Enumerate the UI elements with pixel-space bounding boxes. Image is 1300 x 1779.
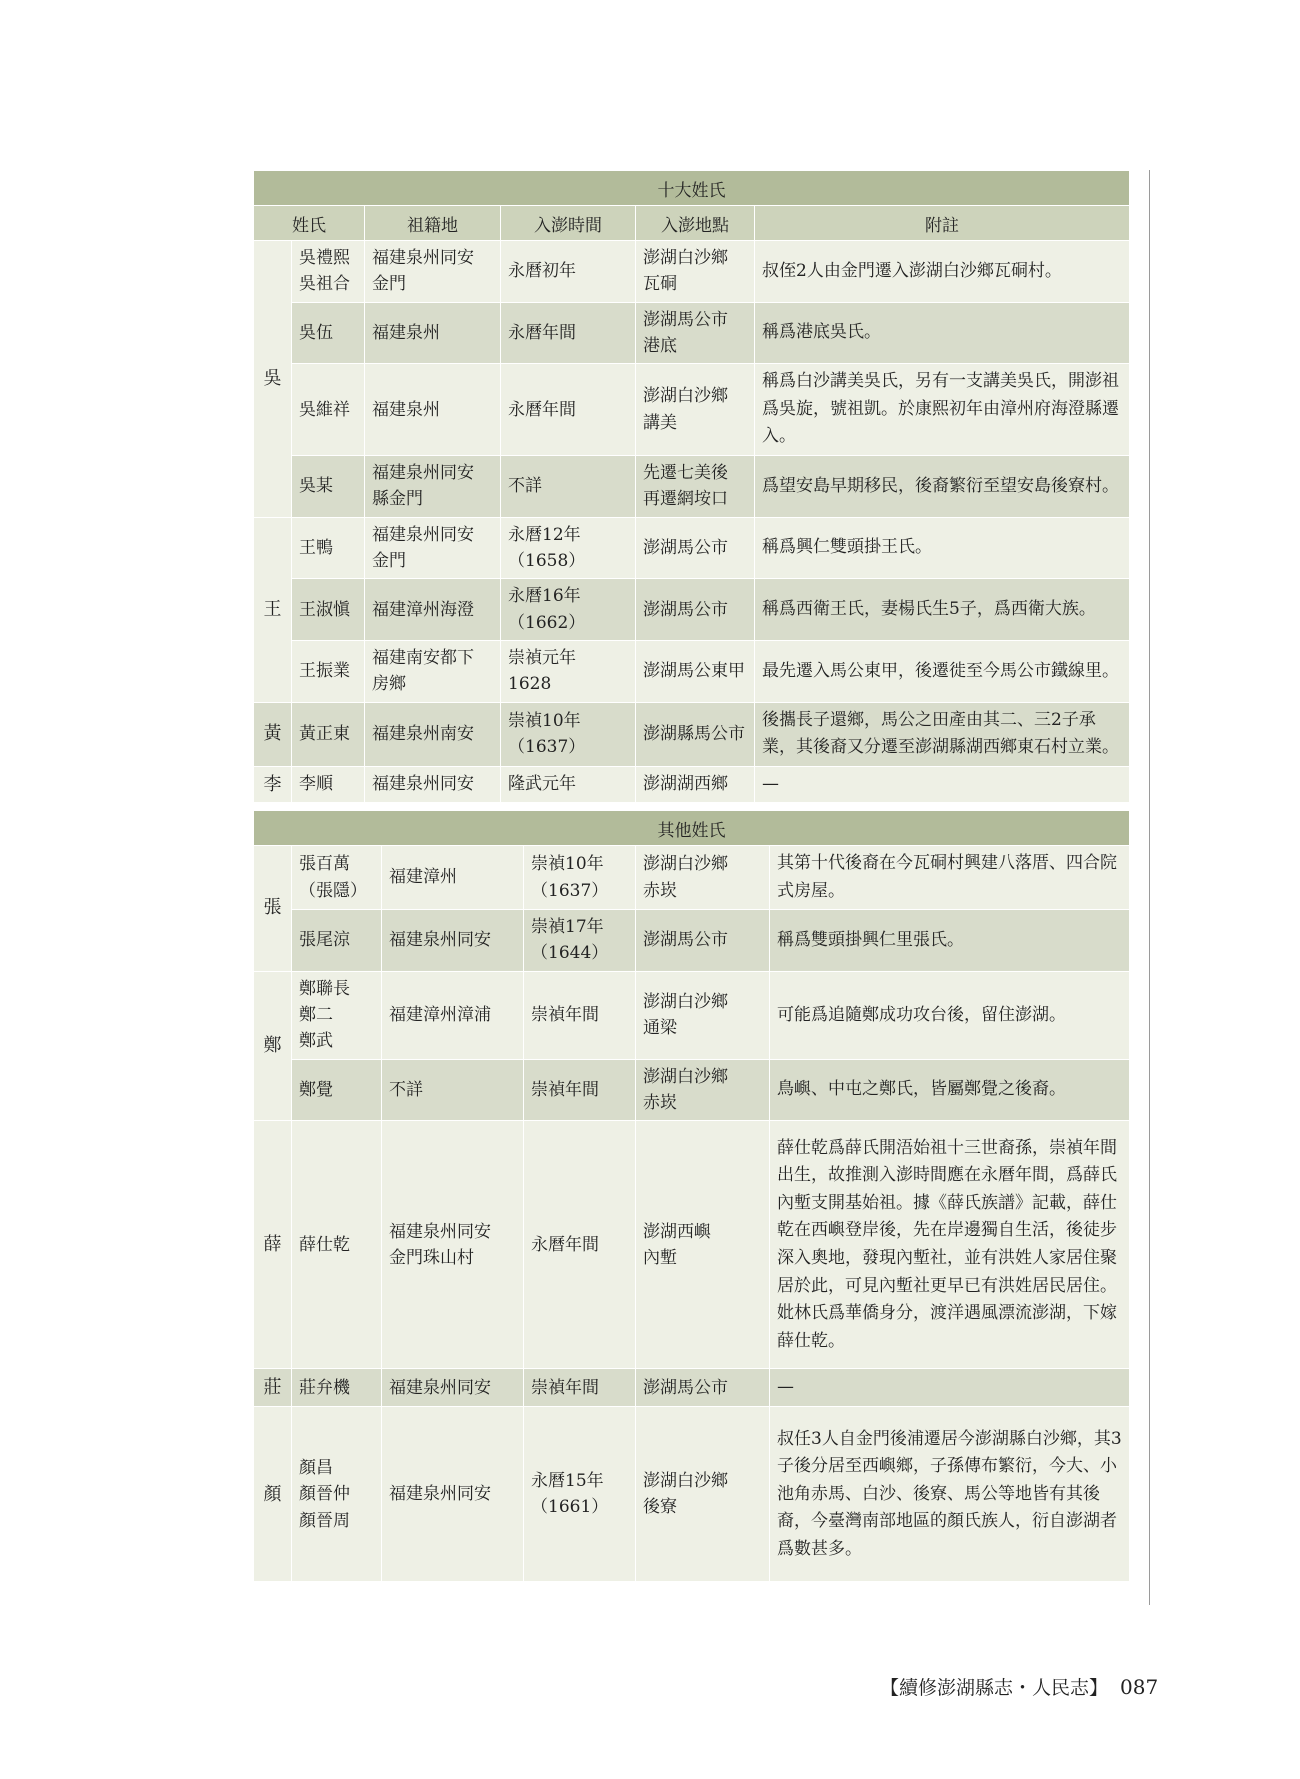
page-margin-rule (1149, 170, 1150, 1605)
note-text: 稱爲港底吳氏。 (762, 322, 881, 343)
surname-cell: 黃 (254, 702, 292, 766)
table-row (254, 302, 1130, 364)
name-text: 吳某 (299, 476, 333, 497)
note-text: 爲望安島早期移民，後裔繁衍至望安島後寮村。 (762, 475, 1119, 496)
note-text: 薛仕乾爲薛氏開浯始祖十三世裔孫，崇禎年間出生，故推測入澎時間應在永曆年間，爲薛氏內塹支開基始祖。據《薛氏族譜》記載，薛仕乾在西嶼登岸後，先在岸邊獨自生活，後徒步深入奧地，發現內塹社，並有洪姓人家居住聚居於此，可見內塹社更早已有洪姓居民居住。妣林氏爲華僑身分，渡洋遇風漂流澎湖，下嫁薛仕乾。 (777, 1137, 1117, 1351)
table-row (254, 579, 1130, 641)
name-cell (292, 1369, 382, 1407)
table-header-row (254, 206, 1130, 241)
name-cell (292, 971, 382, 1059)
origin-text: 不詳 (389, 1079, 423, 1100)
name-cell (292, 641, 365, 703)
note-cell (755, 241, 1130, 303)
note-cell (755, 302, 1130, 364)
table-title: 其他姓氏 (254, 811, 1130, 846)
place-cell (636, 579, 755, 641)
origin-cell (365, 641, 501, 703)
surname-cell: 莊 (254, 1369, 292, 1407)
place-cell (636, 1121, 770, 1369)
place-cell (636, 241, 755, 303)
place-text: 澎湖白沙鄉 瓦硐 (643, 248, 728, 295)
place-cell (636, 641, 755, 703)
surname-cell: 鄭 (254, 971, 292, 1121)
note-cell (770, 971, 1130, 1059)
table-row (254, 517, 1130, 579)
origin-cell (365, 517, 501, 579)
time-cell (501, 702, 636, 766)
origin-text: 福建泉州同安 (372, 774, 474, 795)
origin-cell (365, 455, 501, 517)
surname-cell: 顏 (254, 1407, 292, 1582)
col-header-place: 入澎地點 (636, 206, 755, 241)
place-text: 澎湖馬公市 港底 (643, 309, 728, 357)
origin-text: 福建泉州同安 金門珠山村 (389, 1221, 491, 1268)
place-text: 澎湖馬公東甲 (643, 661, 745, 682)
time-cell (501, 766, 636, 803)
place-cell (636, 1369, 770, 1407)
place-text: 澎湖馬公市 (643, 1377, 728, 1398)
note-cell (755, 517, 1130, 579)
note-text: 鳥嶼、中屯之鄭氏，皆屬鄭覺之後裔。 (777, 1079, 1066, 1100)
origin-text: 福建漳州海澄 (372, 599, 474, 620)
name-text: 王振業 (299, 661, 350, 682)
place-cell (636, 1059, 770, 1121)
place-text: 澎湖西嶼 內塹 (643, 1221, 711, 1268)
page-footer (880, 1673, 1158, 1700)
time-text: 永曆15年 （1661） (531, 1471, 609, 1518)
time-text: 崇禎年間 (531, 1005, 599, 1026)
note-cell (770, 1407, 1130, 1582)
origin-cell (365, 302, 501, 364)
note-cell (755, 702, 1130, 766)
note-text: — (777, 1377, 794, 1398)
origin-cell (382, 1407, 524, 1582)
table-row (254, 1407, 1130, 1582)
note-text: — (762, 773, 779, 794)
place-cell (636, 702, 755, 766)
place-text: 澎湖馬公市 (643, 537, 728, 558)
time-cell (524, 1121, 636, 1369)
time-text: 崇禎10年 （1637） (531, 854, 609, 901)
place-text: 澎湖白沙鄉 後寮 (643, 1471, 728, 1518)
name-text: 吳禮熙 吳祖合 (299, 248, 350, 295)
note-cell (755, 455, 1130, 517)
time-cell (501, 579, 636, 641)
place-cell (636, 971, 770, 1059)
note-text: 稱爲興仁雙頭掛王氏。 (762, 537, 932, 558)
col-header-note: 附註 (755, 206, 1130, 241)
place-cell (636, 302, 755, 364)
note-cell (755, 579, 1130, 641)
table-row (254, 241, 1130, 303)
name-cell (292, 1059, 382, 1121)
name-text: 鄭聯長 鄭二 鄭武 (299, 978, 350, 1052)
name-text: 吳伍 (299, 322, 333, 343)
origin-cell (382, 971, 524, 1059)
origin-cell (365, 766, 501, 803)
time-text: 永曆年間 (508, 322, 576, 343)
major-surnames-table (253, 170, 1130, 803)
origin-text: 福建南安都下 房鄉 (372, 648, 474, 695)
name-text: 薛仕乾 (299, 1234, 350, 1255)
note-text: 其第十代後裔在今瓦硐村興建八落厝、四合院式房屋。 (777, 853, 1117, 901)
name-cell (292, 364, 365, 456)
surname-cell: 吳 (254, 241, 292, 518)
origin-text: 福建泉州同安 (389, 1377, 491, 1398)
origin-cell (365, 579, 501, 641)
origin-text: 福建泉州同安 (389, 1484, 491, 1505)
origin-text: 福建漳州漳浦 (389, 1005, 491, 1026)
surname-cell: 張 (254, 846, 292, 972)
page-number: 087 (1120, 1675, 1159, 1699)
time-cell (524, 1369, 636, 1407)
origin-text: 福建泉州 (372, 322, 440, 343)
time-cell (501, 517, 636, 579)
time-cell (524, 1059, 636, 1121)
origin-text: 福建泉州同安 縣金門 (372, 462, 474, 510)
time-cell (501, 364, 636, 456)
name-cell (292, 846, 382, 910)
origin-cell (365, 241, 501, 303)
place-cell (636, 1407, 770, 1582)
name-text: 張尾涼 (299, 930, 350, 951)
col-header-origin: 祖籍地 (365, 206, 501, 241)
place-cell (636, 910, 770, 972)
name-text: 莊弁機 (299, 1377, 350, 1398)
note-cell (770, 1059, 1130, 1121)
note-cell (770, 910, 1130, 972)
note-text: 稱爲白沙講美吳氏，另有一支講美吳氏，開澎祖爲吳旋，號祖凱。於康熙初年由漳州府海澄縣遷入。 (762, 371, 1119, 447)
place-text: 澎湖湖西鄉 (643, 774, 728, 795)
name-cell (292, 455, 365, 517)
note-cell (755, 766, 1130, 803)
note-cell (755, 641, 1130, 703)
note-cell (770, 1369, 1130, 1407)
time-text: 永曆初年 (508, 261, 576, 282)
note-cell (770, 846, 1130, 910)
name-cell (292, 702, 365, 766)
origin-cell (382, 910, 524, 972)
name-cell (292, 579, 365, 641)
table-title: 十大姓氏 (254, 171, 1130, 206)
time-cell (524, 1407, 636, 1582)
time-text: 崇禎年間 (531, 1377, 599, 1398)
time-cell (524, 971, 636, 1059)
surname-cell: 李 (254, 766, 292, 803)
place-text: 澎湖白沙鄉 講美 (643, 386, 728, 433)
origin-cell (382, 1121, 524, 1369)
name-text: 黃正東 (299, 724, 350, 745)
name-text: 李順 (299, 774, 333, 795)
origin-text: 福建漳州 (389, 867, 457, 888)
origin-text: 福建泉州南安 (372, 724, 474, 745)
note-text: 稱爲西衛王氏，妻楊氏生5子，爲西衛大族。 (762, 598, 1096, 619)
place-text: 澎湖白沙鄉 赤崁 (643, 854, 728, 901)
note-text: 最先遷入馬公東甲，後遷徙至今馬公市鐵線里。 (762, 660, 1119, 681)
table-row (254, 1369, 1130, 1407)
time-text: 不詳 (508, 476, 542, 497)
time-text: 崇禎17年 （1644） (531, 917, 609, 964)
table-row (254, 702, 1130, 766)
time-cell (501, 302, 636, 364)
name-cell (292, 241, 365, 303)
note-text: 稱爲雙頭掛興仁里張氏。 (777, 929, 964, 950)
time-text: 永曆年間 (508, 399, 576, 420)
place-cell (636, 364, 755, 456)
time-cell (524, 846, 636, 910)
table-row (254, 910, 1130, 972)
place-text: 澎湖馬公市 (643, 599, 728, 620)
place-cell (636, 846, 770, 910)
name-cell (292, 1407, 382, 1582)
place-text: 澎湖白沙鄉 通梁 (643, 991, 728, 1039)
time-text: 崇禎10年 （1637） (508, 710, 586, 758)
name-text: 張百萬 （張隱） (299, 854, 367, 901)
time-cell (501, 455, 636, 517)
table-row (254, 641, 1130, 703)
origin-text: 福建泉州同安 金門 (372, 248, 474, 295)
name-text: 王淑愼 (299, 599, 350, 620)
time-text: 永曆年間 (531, 1234, 599, 1255)
place-cell (636, 766, 755, 803)
table-row (254, 1059, 1130, 1121)
surname-cell: 薛 (254, 1121, 292, 1369)
origin-cell (365, 702, 501, 766)
origin-cell (382, 846, 524, 910)
time-text: 隆武元年 (508, 774, 576, 795)
name-cell (292, 302, 365, 364)
name-cell (292, 910, 382, 972)
note-text: 叔任3人自金門後浦遷居今澎湖縣白沙鄉，其3子後分居至西嶼鄉，子孫傳布繁衍，今大、小池角赤馬、白沙、後寮、馬公等地皆有其後裔，今臺灣南部地區的顏氏族人，衍自澎湖者爲數甚多。 (777, 1428, 1122, 1559)
name-text: 顏昌 顏晉仲 顏晉周 (299, 1457, 350, 1531)
table-row (254, 846, 1130, 910)
place-text: 澎湖縣馬公市 (643, 724, 745, 745)
note-text: 叔侄2人由金門遷入澎湖白沙鄉瓦硐村。 (762, 260, 1062, 281)
name-text: 王鴨 (299, 537, 333, 558)
time-text: 崇禎年間 (531, 1079, 599, 1100)
note-text: 後攜長子還鄉，馬公之田產由其二、三2子承業，其後裔又分遷至澎湖縣湖西鄉東石村立業。 (762, 709, 1119, 758)
origin-cell (382, 1369, 524, 1407)
surname-cell: 王 (254, 517, 292, 702)
col-header-surname: 姓氏 (254, 206, 365, 241)
origin-text: 福建泉州同安 (389, 930, 491, 951)
col-header-time: 入澎時間 (501, 206, 636, 241)
name-text: 鄭覺 (299, 1079, 333, 1100)
name-cell (292, 766, 365, 803)
table-row (254, 766, 1130, 803)
place-text: 先遷七美後 再遷網垵口 (643, 462, 728, 510)
origin-text: 福建泉州 (372, 399, 440, 420)
book-title: 【續修澎湖縣志・人民志】 (880, 1677, 1109, 1699)
origin-cell (365, 364, 501, 456)
time-text: 永曆16年 （1662） (508, 586, 586, 633)
time-text: 崇禎元年 1628 (508, 648, 576, 695)
place-text: 澎湖白沙鄉 赤崁 (643, 1066, 728, 1114)
other-surnames-table (253, 810, 1130, 1582)
time-cell (501, 241, 636, 303)
origin-cell (382, 1059, 524, 1121)
table-row (254, 364, 1130, 456)
origin-text: 福建泉州同安 金門 (372, 524, 474, 571)
name-cell (292, 1121, 382, 1369)
name-text: 吳維祥 (299, 399, 350, 420)
table-row (254, 1121, 1130, 1369)
time-text: 永曆12年 （1658） (508, 524, 586, 571)
note-cell (755, 364, 1130, 456)
time-cell (501, 641, 636, 703)
place-cell (636, 455, 755, 517)
note-text: 可能爲追隨鄭成功攻台後，留住澎湖。 (777, 1004, 1066, 1025)
place-text: 澎湖馬公市 (643, 930, 728, 951)
table-row (254, 455, 1130, 517)
time-cell (524, 910, 636, 972)
name-cell (292, 517, 365, 579)
table-row (254, 971, 1130, 1059)
place-cell (636, 517, 755, 579)
note-cell (770, 1121, 1130, 1369)
